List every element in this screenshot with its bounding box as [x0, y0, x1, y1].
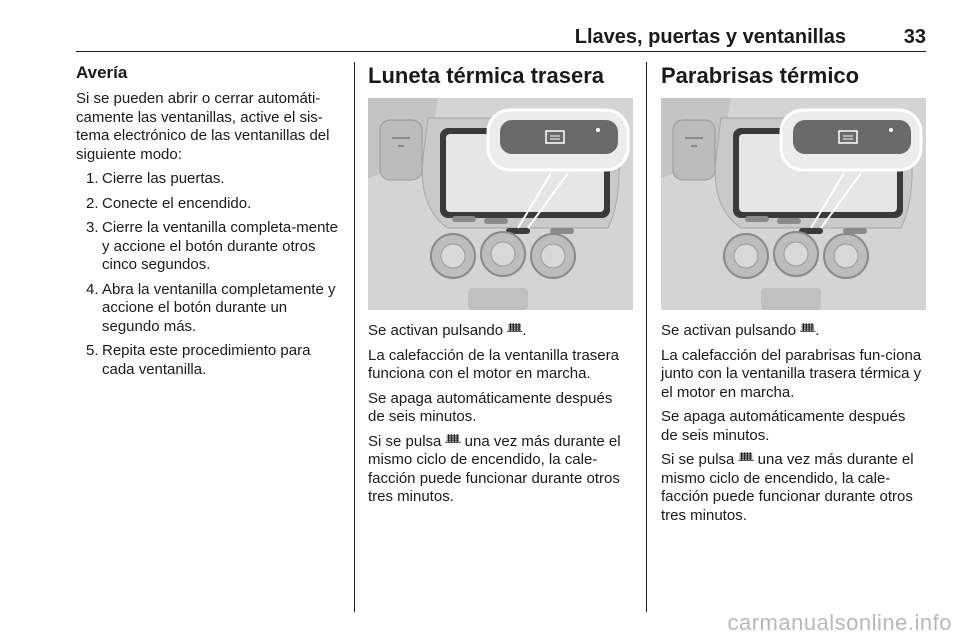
paragraph: Se apaga automáticamente después de seis minutos.	[368, 389, 613, 425]
text-run: .	[522, 322, 527, 339]
list-item	[76, 281, 344, 337]
intro-text: Si se pueden abrir o cerrar automáti-camente las ventanillas, active el sis-tema electrónico de las ventanillas del siguiente modo:	[76, 90, 330, 163]
paragraph	[661, 322, 926, 341]
watermark: carmanualsonline.info	[727, 610, 952, 635]
steps-list	[76, 170, 344, 379]
text-run: Si se pulsa	[368, 432, 446, 450]
list-item	[76, 219, 344, 275]
paragraph	[368, 322, 633, 341]
header-title: Llaves, puertas y ventanillas	[574, 26, 846, 48]
section-heading: Avería	[76, 63, 128, 82]
section-heading: Luneta térmica trasera	[368, 63, 604, 88]
paragraph: La calefacción del parabrisas fun-ciona junto con la ventanilla trasera térmica y el motor en marcha.	[661, 346, 922, 401]
column-luneta	[368, 62, 633, 513]
dashboard-illustration-icon	[661, 98, 926, 310]
step-number: 4.	[86, 280, 99, 298]
dashboard-illustration-icon	[368, 98, 633, 310]
paragraph	[661, 451, 926, 525]
section-heading: Parabrisas térmico	[661, 63, 860, 88]
column-divider	[354, 62, 355, 612]
text-run: Se activan pulsando	[368, 322, 508, 339]
paragraph: La calefacción de la ventanilla trasera funciona con el motor en marcha.	[368, 346, 619, 382]
step-number: 2.	[86, 194, 99, 212]
rear-defrost-icon: ᚙ	[445, 433, 461, 449]
rear-defrost-icon: ᚙ	[507, 323, 523, 338]
list-item	[76, 170, 344, 189]
step-number: 3.	[86, 219, 99, 236]
step-text: Cierre la ventanilla completa-mente y accione el botón durante otros cinco segundos.	[102, 219, 338, 273]
text-run: .	[815, 322, 820, 339]
step-number: 1.	[86, 170, 99, 187]
page-header	[76, 26, 926, 52]
list-item	[76, 195, 344, 214]
column-averia	[76, 62, 344, 385]
list-item	[76, 342, 344, 379]
rear-defrost-icon: ᚙ	[800, 323, 816, 338]
paragraph: Se apaga automáticamente después de seis minutos.	[661, 408, 906, 444]
text-run: Si se pulsa	[661, 451, 739, 468]
header-rule	[76, 51, 926, 52]
text-run: Se activan pulsando	[661, 322, 801, 339]
page-number: 33	[903, 26, 926, 48]
rear-defrost-icon: ᚙ	[738, 452, 754, 467]
paragraph	[368, 433, 633, 507]
step-text: Cierre las puertas.	[102, 170, 225, 187]
step-text: Abra la ventanilla completamente y accione el botón durante un segundo más.	[102, 280, 336, 335]
text-run: una vez más durante el mismo ciclo de encendido, la cale-facción puede funcionar durante otros tres minutos.	[661, 451, 914, 524]
step-text: Repita este procedimiento para cada ventanilla.	[102, 342, 311, 378]
step-text: Conecte el encendido.	[102, 194, 252, 212]
text-run: una vez más durante el mismo ciclo de encendido, la cale-facción puede funcionar durante otros tres minutos.	[368, 432, 621, 505]
step-number: 5.	[86, 342, 99, 359]
column-divider	[646, 62, 647, 612]
column-parabrisas	[661, 62, 926, 531]
